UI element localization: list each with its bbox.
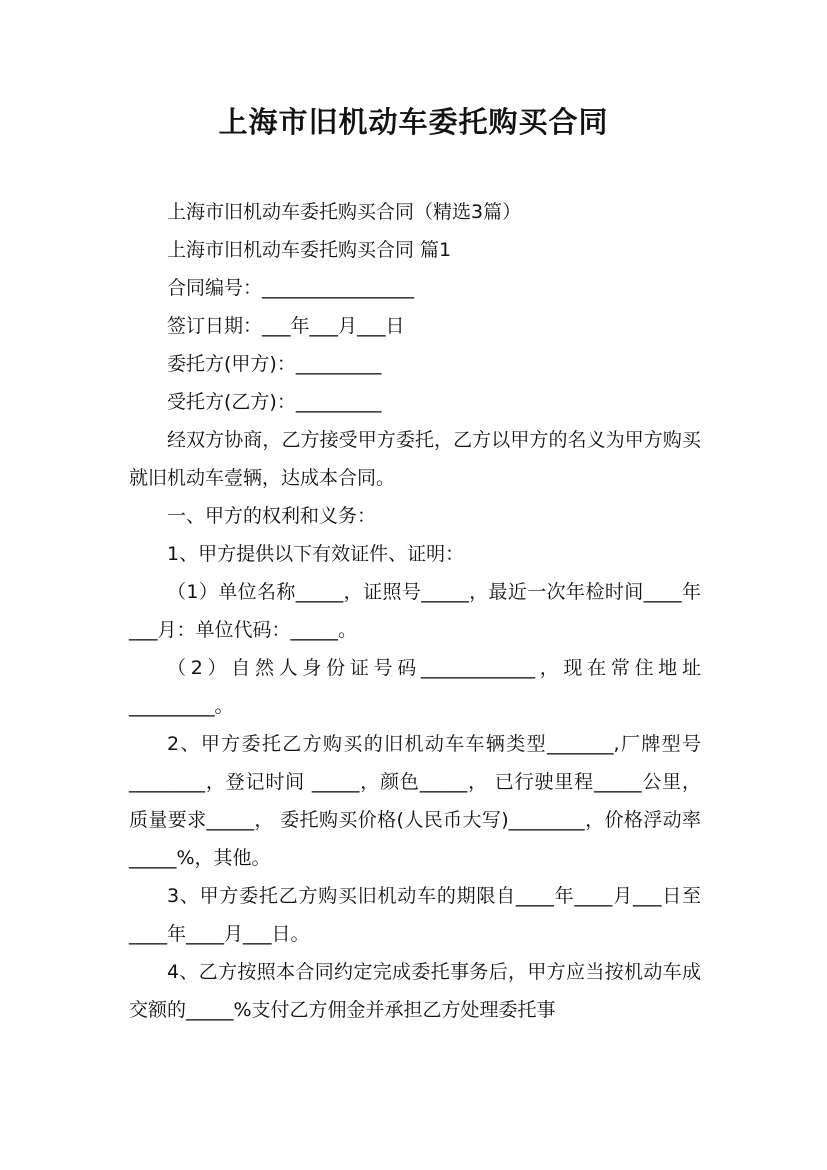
paragraph-party-a: 委托方(甲方)：_________ bbox=[167, 353, 382, 375]
paragraph-sign-date: 签订日期：___年___月___日 bbox=[167, 315, 405, 337]
document-title: 上海市旧机动车委托购买合同 bbox=[218, 105, 609, 139]
paragraph-clause-1-3: 3、甲方委托乙方购买旧机动车的期限自____年____月___日至____年____月___日。 bbox=[129, 885, 701, 945]
paragraph-party-b: 受托方(乙方)：_________ bbox=[167, 391, 382, 413]
paragraph-unit-info: （1）单位名称_____，证照号_____，最近一次年检时间____年___月：单位代码：_____。 bbox=[129, 581, 701, 641]
paragraph-clause-1-4: 4、乙方按照本合同约定完成委托事务后，甲方应当按机动车成交额的_____%支付乙方佣金并承担乙方处理委托事 bbox=[129, 961, 701, 1021]
paragraph-clause-1-2: 2、甲方委托乙方购买的旧机动车车辆类型_______,厂牌型号________，登记时间 _____，颜色_____， 已行驶里程_____公里，质量要求_____， 委托购买价格(人民币大写)________，价格浮动率_____%，其他。 bbox=[129, 733, 701, 869]
paragraph-preamble: 经双方协商，乙方接受甲方委托，乙方以甲方的名义为甲方购买就旧机动车壹辆，达成本合同。 bbox=[129, 429, 701, 489]
paragraph-subtitle: 上海市旧机动车委托购买合同（精选3篇） bbox=[167, 201, 522, 223]
paragraph-person-info: （2）自然人身份证号码____________，现在常住地址_________。 bbox=[129, 657, 701, 717]
paragraph-section-heading: 上海市旧机动车委托购买合同 篇1 bbox=[167, 239, 452, 261]
paragraph-clause-1-1: 1、甲方提供以下有效证件、证明： bbox=[167, 543, 465, 565]
paragraph-clause-1-heading: 一、甲方的权利和义务： bbox=[167, 505, 377, 527]
paragraph-contract-number: 合同编号：________________ bbox=[167, 277, 415, 299]
document-body bbox=[129, 193, 701, 1029]
